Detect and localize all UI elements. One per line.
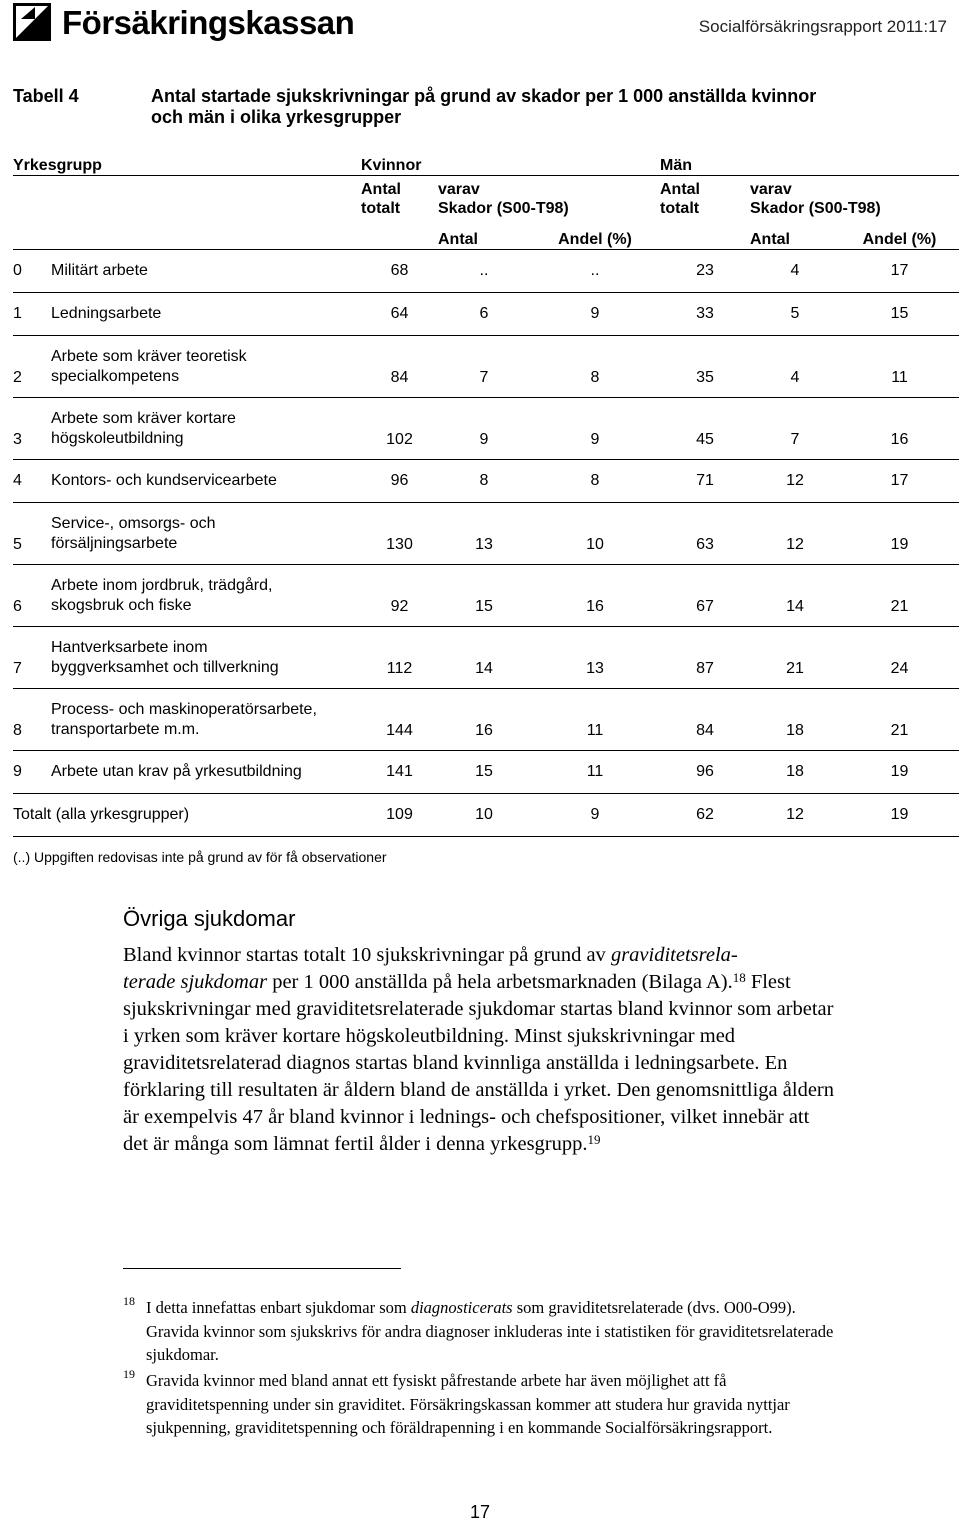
page-number: 17 bbox=[469, 1502, 491, 1522]
row-code: 3 bbox=[13, 398, 51, 460]
cell-m-total: 67 bbox=[660, 565, 750, 627]
table-header-row-3 bbox=[13, 218, 959, 250]
footnote-ref-19: 19 bbox=[587, 1132, 601, 1147]
table-title: Antal startade sjukskrivningar på grund av skador per 1 000 anställda kvinnor och män i olika yrkesgrupper bbox=[151, 86, 817, 127]
row-occupation: Ledningsarbete bbox=[51, 293, 361, 336]
table-row bbox=[13, 627, 959, 689]
cell-w-total: 141 bbox=[361, 751, 438, 794]
total-m-andel: 19 bbox=[840, 794, 959, 837]
table-note: (..) Uppgiften redovisas inte på grund av för få observationer bbox=[13, 849, 387, 865]
cell-w-total: 92 bbox=[361, 565, 438, 627]
cell-m-total: 87 bbox=[660, 627, 750, 689]
cell-m-andel: 16 bbox=[840, 398, 959, 460]
cell-w-antal: 14 bbox=[438, 627, 530, 689]
cell-m-total: 71 bbox=[660, 460, 750, 503]
row-code: 1 bbox=[13, 293, 51, 336]
table-row bbox=[13, 689, 959, 751]
cell-w-total: 64 bbox=[361, 293, 438, 336]
section-heading: Övriga sjukdomar bbox=[123, 906, 296, 931]
table-row bbox=[13, 751, 959, 794]
brand-name: Försäkringskassan bbox=[62, 4, 355, 41]
table-header-row-2 bbox=[13, 176, 959, 219]
cell-w-antal: 7 bbox=[438, 336, 530, 398]
footnote-19: 19 Gravida kvinnor med bland annat ett fysiskt påfrestande arbete har även möjlighet att få graviditetspenning under sin graviditet. Försäkringskassan kommer att studera hur gravida nyttjar sjukpenning, graviditetspenning och föräldrapenning i en kommande Socialförsäkringsrapport. bbox=[123, 1367, 790, 1437]
total-label: Totalt (alla yrkesgrupper) bbox=[13, 794, 361, 837]
cell-m-andel: 24 bbox=[840, 627, 959, 689]
header-women-antal: Antal bbox=[438, 218, 530, 250]
row-code: 2 bbox=[13, 336, 51, 398]
cell-w-andel: 8 bbox=[530, 460, 660, 503]
header-women: Kvinnor bbox=[361, 145, 660, 176]
cell-w-antal: 6 bbox=[438, 293, 530, 336]
header-women-total: Antal totalt bbox=[361, 181, 401, 217]
header-women-andel: Andel (%) bbox=[530, 218, 660, 250]
footnote-ref-18: 18 bbox=[732, 970, 746, 985]
table-row bbox=[13, 503, 959, 565]
table-row bbox=[13, 565, 959, 627]
row-code: 8 bbox=[13, 689, 51, 751]
table-row bbox=[13, 293, 959, 336]
row-code: 0 bbox=[13, 250, 51, 293]
row-occupation: Arbete inom jordbruk, trädgård, skogsbruk och fiske bbox=[51, 565, 361, 627]
cell-m-total: 33 bbox=[660, 293, 750, 336]
brand-logo-icon bbox=[13, 3, 51, 41]
table-row bbox=[13, 398, 959, 460]
row-occupation: Process- och maskinoperatörsarbete, transportarbete m.m. bbox=[51, 689, 361, 751]
cell-w-andel: 13 bbox=[530, 627, 660, 689]
report-title: Socialförsäkringsrapport 2011:17 bbox=[698, 17, 947, 36]
cell-m-total: 45 bbox=[660, 398, 750, 460]
total-m-total: 62 bbox=[660, 794, 750, 837]
row-occupation: Militärt arbete bbox=[51, 250, 361, 293]
cell-m-total: 84 bbox=[660, 689, 750, 751]
cell-w-antal: 15 bbox=[438, 751, 530, 794]
cell-w-andel: 16 bbox=[530, 565, 660, 627]
cell-m-total: 63 bbox=[660, 503, 750, 565]
header-men-varav: varav Skador (S00-T98) bbox=[750, 181, 881, 217]
header-yrkesgrupp: Yrkesgrupp bbox=[13, 145, 361, 176]
table-header-row-1 bbox=[13, 145, 959, 176]
cell-w-total: 144 bbox=[361, 689, 438, 751]
cell-m-andel: 21 bbox=[840, 565, 959, 627]
total-w-andel: 9 bbox=[530, 794, 660, 837]
body-paragraph: Bland kvinnor startas totalt 10 sjukskrivningar på grund av graviditetsrela- terade sjukdomar per 1 000 anställda på hela arbetsmarknaden (Bilaga A).$^{18}$ Flest sjukskrivningar med graviditetsrelaterade sjukdomar startas bland kvinnor som arbetar i yrken som kräver kortare högskoleutbildning. Minst sjukskrivningar med graviditetsrelaterad diagnos startas bland kvinnliga anställda i ledningsarbete. En förklaring till resultaten är åldern bland de anställda i yrket. Den genomsnittliga åldern är exempelvis 47 år bland kvinnor i lednings- och chefspositioner, vilket innebär att det är många som lämnat fertil ålder i denna yrkesgrupp.$^{19}$ bbox=[123, 944, 835, 1155]
row-occupation: Arbete utan krav på yrkesutbildning bbox=[51, 751, 361, 794]
cell-m-andel: 15 bbox=[840, 293, 959, 336]
cell-m-total: 23 bbox=[660, 250, 750, 293]
row-occupation: Arbete som kräver kortare högskoleutbildning bbox=[51, 398, 361, 460]
cell-w-total: 112 bbox=[361, 627, 438, 689]
cell-m-andel: 19 bbox=[840, 503, 959, 565]
cell-m-antal: 21 bbox=[750, 627, 840, 689]
table-row bbox=[13, 250, 959, 293]
table-label: Tabell 4 bbox=[13, 86, 79, 106]
cell-w-total: 84 bbox=[361, 336, 438, 398]
cell-m-antal: 18 bbox=[750, 751, 840, 794]
table-row bbox=[13, 460, 959, 503]
cell-m-total: 96 bbox=[660, 751, 750, 794]
row-occupation: Kontors- och kundservicearbete bbox=[51, 460, 361, 503]
row-occupation: Arbete som kräver teoretisk specialkompetens bbox=[51, 336, 361, 398]
cell-w-andel: 11 bbox=[530, 689, 660, 751]
cell-w-andel: .. bbox=[530, 250, 660, 293]
row-code: 6 bbox=[13, 565, 51, 627]
cell-w-andel: 10 bbox=[530, 503, 660, 565]
total-w-antal: 10 bbox=[438, 794, 530, 837]
cell-m-andel: 17 bbox=[840, 460, 959, 503]
cell-w-antal: 13 bbox=[438, 503, 530, 565]
total-m-antal: 12 bbox=[750, 794, 840, 837]
cell-w-total: 96 bbox=[361, 460, 438, 503]
cell-w-antal: 9 bbox=[438, 398, 530, 460]
cell-m-total: 35 bbox=[660, 336, 750, 398]
total-w-total: 109 bbox=[361, 794, 438, 837]
cell-m-andel: 17 bbox=[840, 250, 959, 293]
cell-w-total: 130 bbox=[361, 503, 438, 565]
cell-m-antal: 12 bbox=[750, 503, 840, 565]
cell-m-andel: 11 bbox=[840, 336, 959, 398]
cell-w-andel: 9 bbox=[530, 398, 660, 460]
header-men: Män bbox=[660, 145, 959, 176]
cell-w-antal: 16 bbox=[438, 689, 530, 751]
footnote-divider bbox=[123, 1268, 401, 1269]
cell-m-antal: 18 bbox=[750, 689, 840, 751]
cell-w-total: 68 bbox=[361, 250, 438, 293]
row-code: 7 bbox=[13, 627, 51, 689]
header-men-total: Antal totalt bbox=[660, 181, 700, 217]
cell-m-antal: 7 bbox=[750, 398, 840, 460]
row-code: 4 bbox=[13, 460, 51, 503]
cell-m-antal: 14 bbox=[750, 565, 840, 627]
cell-w-total: 102 bbox=[361, 398, 438, 460]
cell-w-antal: .. bbox=[438, 250, 530, 293]
cell-m-antal: 4 bbox=[750, 250, 840, 293]
table-total-row bbox=[13, 794, 959, 837]
header-women-varav: varav Skador (S00-T98) bbox=[438, 181, 569, 217]
cell-w-antal: 15 bbox=[438, 565, 530, 627]
cell-w-andel: 8 bbox=[530, 336, 660, 398]
cell-w-andel: 9 bbox=[530, 293, 660, 336]
footnote-18: 18 I detta innefattas enbart sjukdomar som diagnosticerats som graviditetsrelaterade (dvs. O00-O99). Gravida kvinnor som sjukskrivs för andra diagnoser inkluderas inte i statistiken för graviditetsrelaterade sjukdomar. bbox=[123, 1294, 834, 1364]
cell-w-antal: 8 bbox=[438, 460, 530, 503]
cell-m-andel: 21 bbox=[840, 689, 959, 751]
row-code: 9 bbox=[13, 751, 51, 794]
row-occupation: Hantverksarbete inom byggverksamhet och tillverkning bbox=[51, 627, 361, 689]
cell-m-antal: 4 bbox=[750, 336, 840, 398]
cell-m-andel: 19 bbox=[840, 751, 959, 794]
table-row bbox=[13, 336, 959, 398]
cell-w-andel: 11 bbox=[530, 751, 660, 794]
row-occupation: Service-, omsorgs- och försäljningsarbete bbox=[51, 503, 361, 565]
header-men-antal: Antal bbox=[750, 218, 840, 250]
data-table bbox=[13, 145, 959, 837]
row-code: 5 bbox=[13, 503, 51, 565]
cell-m-antal: 12 bbox=[750, 460, 840, 503]
header-men-andel: Andel (%) bbox=[840, 218, 959, 250]
cell-m-antal: 5 bbox=[750, 293, 840, 336]
